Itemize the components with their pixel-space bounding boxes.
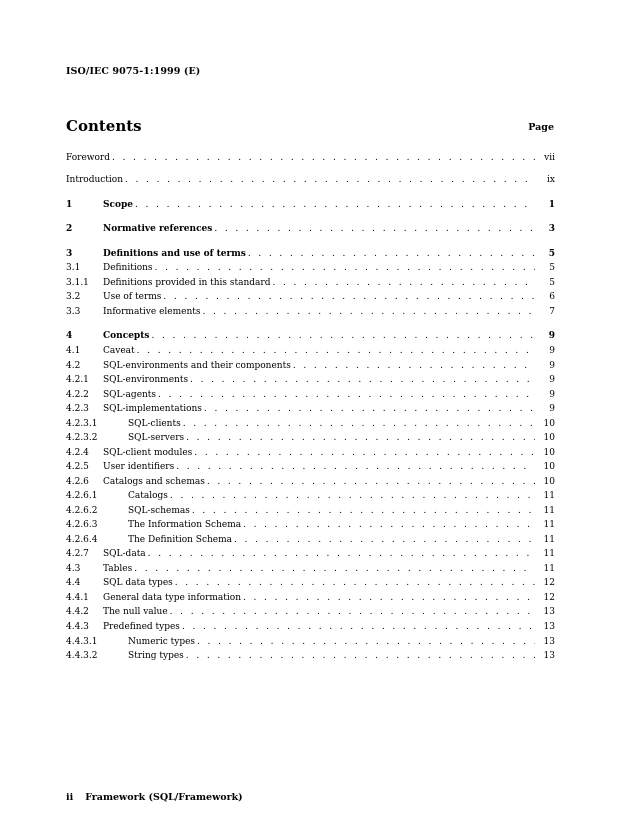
toc-entry-title: Caveat <box>103 346 135 356</box>
toc-entry-title: SQL-client modules <box>103 448 193 458</box>
toc-entry-page: 12 <box>543 593 555 603</box>
toc-entry-page: 3 <box>548 224 555 234</box>
toc-dot-leader <box>248 248 535 261</box>
footer-part-title: Framework (SQL/Framework) <box>85 792 243 803</box>
toc-entry-page: 9 <box>549 390 555 400</box>
toc-entry[interactable] <box>66 374 555 387</box>
toc-entry-number: 3.1.1 <box>66 278 89 288</box>
toc-entry-page: 7 <box>549 307 555 317</box>
toc-entry-title: Informative elements <box>103 307 201 317</box>
toc-entry[interactable] <box>66 199 555 212</box>
toc-dot-leader <box>125 174 535 187</box>
toc-entry-number: 4.2.6.2 <box>66 506 98 516</box>
toc-entry-number: 4.4.3.1 <box>66 637 98 647</box>
toc-entry-title: Numeric types <box>128 637 196 647</box>
toc-entry-number: 4.2.6.4 <box>66 535 98 545</box>
toc-dot-leader <box>135 199 535 212</box>
toc-entry-title: Predefined types <box>103 622 180 632</box>
toc-entry[interactable] <box>66 389 555 402</box>
toc-entry-number: 4.3 <box>66 564 81 574</box>
toc-dot-leader <box>176 461 535 474</box>
toc-entry-page: 10 <box>543 477 555 487</box>
toc-entry-page: 10 <box>543 419 555 429</box>
toc-dot-leader <box>243 519 535 532</box>
toc-entry-number: 4.2.3.1 <box>66 419 98 429</box>
toc-entry-page: 9 <box>549 375 555 385</box>
toc-entry[interactable] <box>66 592 555 605</box>
toc-entry-title: The Information Schema <box>128 520 242 530</box>
toc-dot-leader <box>134 563 535 576</box>
toc-entry-page: 1 <box>548 200 555 210</box>
toc-entry-title: Normative references <box>103 224 213 234</box>
toc-entry-page: 10 <box>543 448 555 458</box>
toc-entry-page: 12 <box>543 578 555 588</box>
toc-entry-number: 4.2.3 <box>66 404 89 414</box>
toc-entry-page: 6 <box>549 292 555 302</box>
toc-entry-title: User identifiers <box>103 462 175 472</box>
toc-entry-page: 9 <box>548 331 555 341</box>
toc-entry-title: Tables <box>103 564 133 574</box>
toc-entry-title: SQL-environments <box>103 375 189 385</box>
toc-entry[interactable] <box>66 403 555 416</box>
toc-entry[interactable] <box>66 152 555 165</box>
toc-dot-leader <box>170 490 535 503</box>
toc-entry[interactable] <box>66 636 555 649</box>
toc-entry[interactable] <box>66 461 555 474</box>
toc-entry[interactable] <box>66 548 555 561</box>
toc-entry[interactable] <box>66 223 555 236</box>
toc-entry[interactable] <box>66 490 555 503</box>
toc-entry[interactable] <box>66 447 555 460</box>
toc-entry-page: 5 <box>549 278 555 288</box>
toc-entry-page: 13 <box>543 651 555 661</box>
toc-entry-page: 11 <box>543 535 555 545</box>
toc-entry-title: SQL-servers <box>128 433 185 443</box>
toc-entry-page: 10 <box>543 433 555 443</box>
toc-entry[interactable] <box>66 306 555 319</box>
toc-entry-title: Definitions provided in this standard <box>103 278 271 288</box>
toc-entry-title: SQL-agents <box>103 390 157 400</box>
toc-entry-title: SQL-environments and their components <box>103 361 291 371</box>
toc-entry-title: Concepts <box>103 331 150 341</box>
toc-entry-number: 1 <box>66 200 73 210</box>
toc-entry[interactable] <box>66 248 555 261</box>
toc-entry[interactable] <box>66 432 555 445</box>
toc-entry-title: SQL data types <box>103 578 173 588</box>
toc-entry-title: Definitions and use of terms <box>103 249 246 259</box>
toc-entry-number: 4.4 <box>66 578 81 588</box>
toc-entry-page: 9 <box>549 361 555 371</box>
toc-entry[interactable] <box>66 330 555 343</box>
toc-entry[interactable] <box>66 621 555 634</box>
toc-entry[interactable] <box>66 291 555 304</box>
toc-dot-leader <box>194 447 535 460</box>
toc-entry-page: 9 <box>549 404 555 414</box>
toc-dot-leader <box>155 262 535 275</box>
toc-entry-title: Catalogs <box>128 491 168 501</box>
toc-entry-page: 13 <box>543 637 555 647</box>
toc-entry-number: 4.2.6.3 <box>66 520 98 530</box>
toc-dot-leader <box>204 403 535 416</box>
page-footer <box>66 792 243 803</box>
toc-entry-page: ix <box>547 175 555 185</box>
toc-entry-number: 4.4.2 <box>66 607 89 617</box>
toc-entry-page: 13 <box>543 622 555 632</box>
toc-entry-title: The null value <box>103 607 168 617</box>
toc-entry[interactable] <box>66 505 555 518</box>
toc-entry-number: 3 <box>66 249 73 259</box>
toc-entry-number: 4.2.5 <box>66 462 89 472</box>
toc-entry-page: 9 <box>549 346 555 356</box>
toc-dot-leader <box>207 476 535 489</box>
toc-entry[interactable] <box>66 418 555 431</box>
toc-dot-leader <box>293 360 535 373</box>
toc-dot-leader <box>158 389 535 402</box>
toc-entry[interactable] <box>66 563 555 576</box>
toc-entry[interactable] <box>66 519 555 532</box>
toc-entry[interactable] <box>66 606 555 619</box>
toc-dot-leader <box>203 306 536 319</box>
page-column-heading: Page <box>528 122 554 133</box>
toc-entry-title: SQL-clients <box>128 419 181 429</box>
toc-entry-title: Definitions <box>103 263 153 273</box>
toc-dot-leader <box>137 345 535 358</box>
toc-entry-page: 11 <box>543 520 555 530</box>
toc-entry-title: Scope <box>103 200 134 210</box>
toc-entry-page: 10 <box>543 462 555 472</box>
toc-dot-leader <box>151 330 535 343</box>
toc-entry-title: String types <box>128 651 184 661</box>
toc-entry[interactable] <box>66 577 555 590</box>
toc-entry-number: 2 <box>66 224 73 234</box>
toc-entry-page: 11 <box>543 564 555 574</box>
toc-dot-leader <box>197 636 535 649</box>
toc-entry-title: SQL-schemas <box>128 506 190 516</box>
toc-entry-number: 3.1 <box>66 263 81 273</box>
document-standard-id: ISO/IEC 9075-1:1999 (E) <box>66 66 201 77</box>
toc-entry-page: 5 <box>548 249 555 259</box>
toc-entry-page: 11 <box>543 506 555 516</box>
toc-entry-number: 4.1 <box>66 346 81 356</box>
toc-entry-page: vii <box>544 153 555 163</box>
toc-entry-number: 4.2.2 <box>66 390 89 400</box>
toc-entry-number: 4.2.4 <box>66 448 89 458</box>
toc-entry[interactable] <box>66 262 555 275</box>
toc-entry-title: Foreword <box>66 153 110 163</box>
toc-entry-number: 4.2.3.2 <box>66 433 98 443</box>
toc-entry-title: General data type information <box>103 593 242 603</box>
toc-entry-number: 3.2 <box>66 292 81 302</box>
toc-entry-page: 5 <box>549 263 555 273</box>
toc-entry-title: SQL-implementations <box>103 404 202 414</box>
toc-entry-title: SQL-data <box>103 549 146 559</box>
toc-entry-number: 4.2 <box>66 361 81 371</box>
toc-entry-title: Introduction <box>66 175 123 185</box>
toc-dot-leader <box>272 277 535 290</box>
footer-page-number: ii <box>66 792 74 803</box>
toc-entry[interactable] <box>66 174 555 187</box>
toc-entry[interactable] <box>66 277 555 290</box>
toc-entry[interactable] <box>66 360 555 373</box>
toc-dot-leader <box>186 432 535 445</box>
toc-entry-page: 13 <box>543 607 555 617</box>
toc-entry-number: 4.2.6 <box>66 477 89 487</box>
toc-entry[interactable] <box>66 534 555 547</box>
toc-entry-number: 4 <box>66 331 73 341</box>
toc-entry-number: 4.4.3 <box>66 622 89 632</box>
toc-entry-title: Use of terms <box>103 292 162 302</box>
toc-entry[interactable] <box>66 650 555 663</box>
toc-dot-leader <box>182 621 535 634</box>
toc-dot-leader <box>175 577 535 590</box>
toc-dot-leader <box>148 548 535 561</box>
toc-entry-number: 4.2.1 <box>66 375 89 385</box>
toc-entry-number: 4.4.1 <box>66 593 89 603</box>
toc-dot-leader <box>243 592 535 605</box>
toc-entry-number: 3.3 <box>66 307 81 317</box>
toc-dot-leader <box>186 650 535 663</box>
toc-entry-title: The Definition Schema <box>128 535 233 545</box>
toc-entry-page: 11 <box>543 549 555 559</box>
toc-entry[interactable] <box>66 476 555 489</box>
toc-entry-page: 11 <box>543 491 555 501</box>
toc-entry-number: 4.2.7 <box>66 549 89 559</box>
toc-entry[interactable] <box>66 345 555 358</box>
toc-dot-leader <box>190 374 535 387</box>
contents-heading: Contents <box>66 117 142 135</box>
toc-dot-leader <box>192 505 535 518</box>
toc-dot-leader <box>163 291 535 304</box>
toc-dot-leader <box>234 534 535 547</box>
toc-dot-leader <box>112 152 535 165</box>
toc-entry-title: Catalogs and schemas <box>103 477 205 487</box>
toc-entry-number: 4.4.3.2 <box>66 651 98 661</box>
toc-dot-leader <box>214 223 535 236</box>
toc-dot-leader <box>170 606 535 619</box>
toc-dot-leader <box>183 418 535 431</box>
toc-entry-number: 4.2.6.1 <box>66 491 98 501</box>
